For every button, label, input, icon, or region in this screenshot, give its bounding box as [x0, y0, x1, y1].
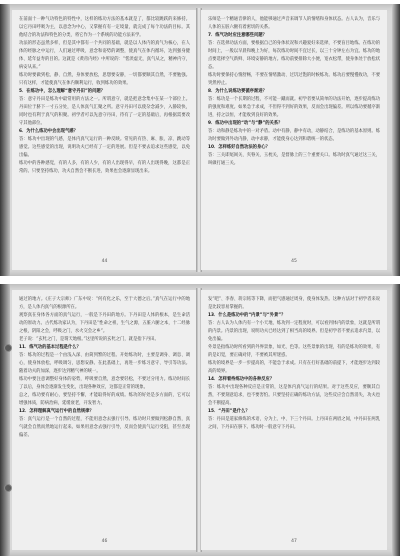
paragraph: 答：意守丹田是练功中最常用的方法之一。所谓意守，就是把意念集中在某一个部位上。丹田位于脐下一寸五分处，是人体真气汇聚之所。意守丹田可以使杂念减少，入静较快，同时也有利于真气的积聚。初学者可以先意守丹田，待有了一定的基础后，再根据需要改守其他部位。: [19, 97, 190, 126]
scan-edge-left: [0, 4, 10, 276]
scan-edge-left: [0, 284, 10, 556]
binder-hole-icon: [4, 484, 12, 492]
question-heading: 12．怎样理解真气运行中的自然规律？: [19, 409, 94, 414]
page-text: [208, 16, 380, 168]
paragraph: 答：动和静是练功中的一对矛盾。动中有静，静中有动，动静结合，是练功的基本原则。练功时要做到外动内静，动中求静，才能使身心达到和谐统一的状态。: [208, 129, 380, 142]
page-right: [201, 290, 387, 550]
paragraph: 答：三关即尾闾关、夹脊关、玉枕关，是督脉上的三个重要关口。练功时真气通过这三关，叫做打通三关。: [208, 153, 380, 166]
question-heading: 7．练气功时应注意哪些问题？: [208, 33, 267, 38]
paragraph: 答：在选择功法方面，要根据自己的身体状况和兴趣爱好来选择，不要盲目地练。在练功的时间上，一般以早晨和晚上为好，每次练功时间不宜过长，以三十分钟左右为宜。练功的地点要选择空气新鲜、环境安静的地方。练功前要排除大小便，宽衣松带，使身体处于放松状态。: [208, 41, 380, 70]
page-number: 47: [291, 539, 297, 544]
paragraph: 发“吧”、李春、蒋宗铭等下降，而把气感通过周身，使身体发热。这种方法对于初学者来说是比较容易掌握的。: [208, 297, 380, 310]
paragraph: 答：练功是一个长期的过程，不可能一蹴而就。初学者要从简单的功法开始，逐步提高练功的强度和难度。如果急于求成，不但得不到好的效果，反而会出现偏差。所以练功要循序渐进，持之以恒，才能收到良好的效果。: [208, 97, 380, 118]
question-heading: 8．为什么说练功要循序渐进？: [208, 89, 267, 94]
page-text: [19, 16, 190, 176]
paragraph: 外景是指练功时所看到的外界景象，如光、色等。这些景象的出现，有的是练功的效果，有的是幻觉，要正确对待，不要被其所迷惑。: [208, 345, 380, 358]
question-heading: 13．什么是练功中的“内景”与“外景”？: [208, 313, 286, 318]
paragraph: 答：练功中出现各种反应是正常的，这是体内真气运行的结果。对于这些反应，要顺其自然，不要刻意追求，也不要害怕。只要坚持正确的练功方法，这些反应会自然消失，功夫也会不断提高。: [208, 385, 380, 406]
paragraph: 通过的地方。《庄子大宗师》广东中说：“何有化之乐，至于大德之后。”真气在运行中的地方，是人体内真气的根源所在。: [19, 297, 190, 310]
scan-edge-right: [392, 4, 400, 276]
binder-hole-icon: [4, 344, 12, 352]
page-text: [19, 296, 190, 440]
scan-edge-right: [392, 284, 400, 556]
page-left: [12, 290, 197, 550]
page-right: [201, 10, 387, 270]
paragraph: 功法的形态虽然多样，但是其中都有一个共同的基础，就是以人体内的真气为核心，在人体的经脉之中运行，人们通过呼吸、意念和姿势的调整，使真气在体内循环，达到强身健体、延年益寿的目的。这就是《黄帝内经》中所说的：“恬淡虚无，真气从之，精神内守，病安从来。”: [19, 41, 190, 70]
paragraph: 答：真气运行是一个自然的过程，不能用意念去强行引导。练功时只要做到松静自然，真气就会自然而然地运行起来。如果用意念去强行引导，反而会使真气运行受阻，甚至出现偏差。: [19, 417, 190, 438]
paragraph: 在前面十一种气功特色的特性中，这样的练功方法的基本就是了，都比较跳跃的来修持。以它丹田呼吸为主，以意念为中心，又掌握有有一定境量，就完成了每个功法的目标。其他结合的功法和特色的分类，将它作为一个系统的功能方法来学。: [19, 17, 190, 38]
book-spread-top: [0, 4, 400, 276]
paragraph: 答：练功的过程是一个由浅入深、由简到繁的过程。开始练功时，主要是调身、调息、调心，使身体放松，呼吸调匀，思想安静。在此基础上，再进一步练习意守、导引等功法。随着功夫的加深，逐步达到精气神的统一。: [19, 353, 190, 374]
question-heading: 5．在练功中，怎么理解“意守丹田”的问题？: [19, 89, 105, 94]
question-heading: 14．怎样看待练功中的各种反应？: [208, 377, 275, 382]
paragraph: 答：练功中出现的气感，是体内真气运行的一种反映。常见的有热、麻、胀、凉、跳动等感觉。这些感觉的出现，说明功夫已经有了一定的进展。但是不要去追求这些感觉，以免出偏。: [19, 137, 190, 158]
page-text: [208, 296, 380, 432]
paragraph: 练功时要保持心情舒畅，不要在情绪激动、过饥过饱的时候练功。练功后要慢慢收功，不要突然停止。: [208, 73, 380, 86]
question-heading: 6．为什么练功中会出现气感？: [19, 129, 78, 134]
paragraph: 练功中的各种感觉，有的人多，有的人少，有的人出现得早，有的人出现得晚，这都是正常的。只要坚持练功，功夫自然会不断长进，效果也会逐渐显现出来。: [19, 161, 190, 174]
page-left: [12, 10, 197, 270]
page-number: 45: [291, 259, 297, 264]
paragraph: 练功中要注意调整好身体的姿势，呼吸要自然，意念要轻松，不要过分用力。练功时间长了以后，身体会逐渐发生变化，出现各种效应，这都是正常的现象。: [19, 377, 190, 390]
question-heading: 9．练功中出现的“动”与“静”的关系？: [208, 121, 283, 126]
paragraph: 答：古人认为人体内有一个小天地，练功到一定程度时，可以看到体内的景象，这就是所谓的内景。内景的出现，说明功夫已经达到了相当高的境界。但是初学者不要去追求内景，以免出偏。: [208, 321, 380, 342]
book-spread-bottom: [0, 284, 400, 556]
paragraph: 练功的境界是一步一步提高的，不能急于求成。只有在打好基础的前提下，才能逐步达到较高的境界。: [208, 361, 380, 374]
paragraph: 观察真在身体各方面的真气运行，一般是下丹田的地方。下丹田是人体的根本，是生命活动的原动力。古代练功家认为，下丹田是“性命之祖，生气之源，五脏六腑之本，十二经脉之根，阴阳之会，呼吸之门，水火交会之乡”。: [19, 313, 190, 334]
question-heading: 11．练气功的基本过程是什么？: [19, 345, 81, 350]
paragraph: 答：丹田是道家修炼的术语，分为上、中、下三个丹田。上丹田在两眉之间，中丹田在两乳之间，下丹田在脐下。练功时一般意守下丹田。: [208, 417, 380, 430]
paragraph: 老子说：“玄牝之门，是谓天地根。”这里所说的玄牝之门，就是指下丹田。: [19, 337, 159, 342]
page-number: 44: [101, 259, 108, 264]
paragraph: 总之，练功要有耐心，要坚持不懈，才能取得好的成绩。练功的好处是多方面的，它可以增强体质，防病治病，延缓衰老，开发智力。: [19, 393, 190, 406]
paragraph: 乐师是一个精通音律的人，他能够通过声音来调节人的情绪和身体状态。古人认为，音乐与人体的五脏六腑有着密切的关系。: [208, 17, 380, 30]
question-heading: 10．怎样练好自然功法的身心？: [208, 145, 270, 150]
question-heading: 15．“丹田”是什么？: [208, 409, 250, 414]
page-number: 46: [101, 539, 108, 544]
paragraph: 练功时要做到松、静、自然，身体要放松，思想要安静，一切都要顺其自然，不要勉强。只有这样，才能使真气在体内顺利运行，收到练功的效果。: [19, 73, 190, 86]
